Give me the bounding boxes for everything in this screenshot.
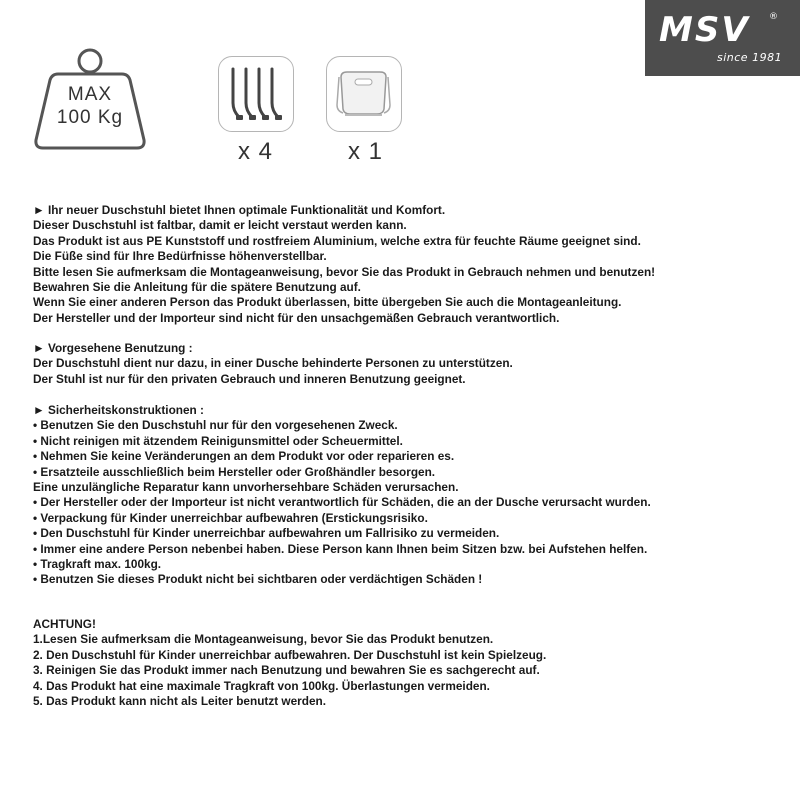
part-seat-quantity: x 1 — [348, 138, 384, 165]
safety-heading: ► Sicherheitskonstruktionen : — [33, 403, 204, 417]
part-legs-box — [218, 56, 294, 132]
warning-section — [33, 617, 773, 709]
safety-line: • Benutzen Sie dieses Produkt nicht bei sichtbaren oder verdächtigen Schäden ! — [33, 572, 483, 587]
intro-section — [33, 203, 773, 326]
usage-line: Der Stuhl ist nur für den privaten Gebrauch und inneren Benutzung geeignet. — [33, 371, 466, 386]
part-legs-quantity: x 4 — [238, 138, 274, 165]
safety-line: • Immer eine andere Person nebenbei haben. Diese Person kann Ihnen beim Sitzen bzw. bei Aufstehen helfen. — [33, 541, 648, 556]
intro-line: Das Produkt ist aus PE Kunststoff und rostfreiem Aluminium, welche extra für feuchte Räume geeignet sind. — [33, 233, 641, 248]
intro-line: Bewahren Sie die Anleitung für die spätere Benutzung auf. — [33, 280, 361, 295]
brand-name: MSV — [659, 10, 750, 50]
warning-heading: ACHTUNG! — [33, 617, 96, 631]
intro-line: Bitte lesen Sie aufmerksam die Montageanweisung, bevor Sie das Produkt in Gebrauch nehmen und benutzen! — [33, 264, 656, 279]
weight-value-label: 100 Kg — [56, 107, 124, 128]
safety-line: • Der Hersteller oder der Importeur ist nicht verantwortlich für Schäden, die an der Dusche verursacht wurden. — [33, 495, 651, 510]
intro-line: Dieser Duschstuhl ist faltbar, damit er leicht verstaut werden kann. — [33, 218, 407, 233]
intro-line: Der Hersteller und der Importeur sind nicht für den unsachgemäßen Gebrauch verantwortlich. — [33, 310, 560, 325]
safety-line: Eine unzulängliche Reparatur kann unvorhersehbare Schäden verursachen. — [33, 480, 459, 495]
warning-line: 2. Den Duschstuhl für Kinder unerreichbar aufbewahren. Der Duschstuhl ist kein Spielzeug. — [33, 647, 547, 662]
usage-section — [33, 341, 773, 387]
registered-mark: ® — [769, 12, 778, 22]
usage-line: Der Duschstuhl dient nur dazu, in einer Dusche behinderte Personen zu unterstützen. — [33, 356, 513, 371]
safety-line: • Nehmen Sie keine Veränderungen an dem Produkt vor oder reparieren es. — [33, 449, 455, 464]
safety-section — [33, 403, 773, 588]
intro-heading: ► Ihr neuer Duschstuhl bietet Ihnen optimale Funktionalität und Komfort. — [33, 203, 446, 217]
safety-line: • Tragkraft max. 100kg. — [33, 557, 162, 572]
part-seat-box — [326, 56, 402, 132]
safety-line: • Verpackung für Kinder unerreichbar aufbewahren (Erstickungsrisiko. — [33, 510, 428, 525]
warning-line: 3. Reinigen Sie das Produkt immer nach Benutzung und bewahren Sie es sachgerecht auf. — [33, 663, 540, 678]
intro-line: Wenn Sie einer anderen Person das Produkt überlassen, bitte übergeben Sie auch die Montageanleitung. — [33, 295, 622, 310]
safety-line: • Nicht reinigen mit ätzendem Reinigunsmittel oder Scheuermittel. — [33, 433, 403, 448]
warning-line: 1.Lesen Sie aufmerksam die Montageanweisung, bevor Sie das Produkt benutzen. — [33, 632, 494, 647]
seat-icon — [327, 57, 400, 130]
safety-line: • Benutzen Sie den Duschstuhl nur für den vorgesehenen Zweck. — [33, 418, 398, 433]
weight-max-label: MAX — [67, 84, 113, 105]
safety-line: • Ersatzteile ausschließlich beim Hersteller oder Großhändler besorgen. — [33, 464, 436, 479]
brand-tagline: since 1981 — [717, 51, 783, 64]
warning-line: 4. Das Produkt hat eine maximale Tragkraft von 100kg. Überlastungen vermeiden. — [33, 678, 490, 693]
usage-heading: ► Vorgesehene Benutzung : — [33, 341, 193, 355]
warning-line: 5. Das Produkt kann nicht als Leiter benutzt werden. — [33, 694, 327, 709]
legs-icon — [219, 57, 292, 130]
brand-logo — [645, 0, 800, 76]
intro-line: Die Füße sind für Ihre Bedürfnisse höhenverstellbar. — [33, 249, 327, 264]
safety-line: • Den Duschstuhl für Kinder unerreichbar aufbewahren um Fallrisiko zu vermeiden. — [33, 526, 500, 541]
